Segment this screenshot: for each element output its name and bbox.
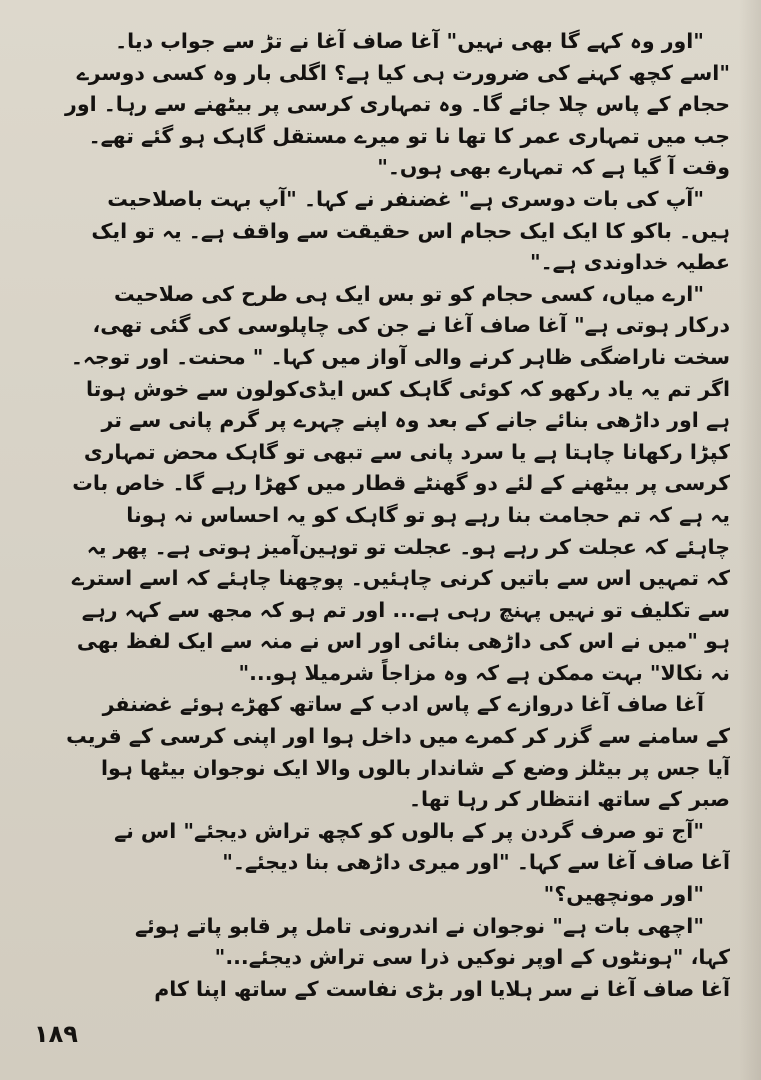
- text-line: "آپ کی بات دوسری ہے" غضنفر نے کہا۔ "آپ بہت باصلاحیت: [107, 186, 704, 211]
- page-number: ۱۸۹: [34, 1020, 78, 1048]
- text-line: عطیہ خداوندی ہے۔": [529, 250, 730, 275]
- text-line: ہے اور داڑھی بنائے جانے کے بعد وہ اپنے چہرے پر گرم پانی سے تر: [101, 408, 730, 433]
- text-line: "اور مونچھیں؟": [543, 882, 704, 907]
- text-line: کپڑا رکھانا چاہتا ہے یا سرد پانی سے تبھی تو گاہک محض تمہاری: [83, 439, 730, 464]
- text-line: "اور وہ کہے گا بھی نہیں" آغا صاف آغا نے تڑ سے جواب دیا۔: [115, 29, 704, 53]
- text-line: سخت ناراضگی ظاہر کرنے والی آواز میں کہا۔ " محنت۔ اور توجہ۔: [70, 344, 730, 369]
- text-line: ہو "میں نے اس کی داڑھی بنائی اور اس نے منہ سے ایک لفظ بھی: [76, 629, 730, 654]
- page-text: [40, 26, 730, 1006]
- text-line: درکار ہوتی ہے" آغا صاف آغا نے جن کی چاپلوسی کی گئی تھی،: [92, 313, 730, 338]
- page-edge-shadow: [739, 0, 761, 1080]
- text-line: کہا، "ہونٹوں کے اوپر نوکیں ذرا سی تراش دیجئے...": [214, 945, 730, 970]
- text-line: "اسے کچھ کہنے کی ضرورت ہی کیا ہے؟ اگلی بار وہ کسی دوسرے: [76, 60, 730, 85]
- text-line: کے سامنے سے گزر کر کمرے میں داخل ہوا اور اپنی کرسی کے قریب: [66, 724, 730, 749]
- text-line: وقت آ گیا ہے کہ تمہارے بھی ہوں۔": [377, 155, 730, 180]
- text-line: آیا جس پر بیٹلز وضع کے شاندار بالوں والا ایک نوجوان بیٹھا ہوا: [101, 755, 730, 780]
- text-line: "آج تو صرف گردن پر کے بالوں کو کچھ تراش دیجئے" اس نے: [114, 818, 704, 843]
- text-line: آغا صاف آغا دروازے کے پاس ادب کے ساتھ کھڑے ہوئے غضنفر: [102, 692, 704, 717]
- text-line: "اچھی بات ہے" نوجوان نے اندرونی تامل پر قابو پاتے ہوئے: [135, 913, 704, 938]
- text-line: کرسی پر بیٹھنے کے لئے دو گھنٹے قطار میں کھڑا رہے گا۔ خاص بات: [72, 471, 730, 496]
- text-line: صبر کے ساتھ انتظار کر رہا تھا۔: [409, 787, 730, 812]
- text-line: آغا صاف آغا نے سر ہلایا اور بڑی نفاست کے ساتھ اپنا کام: [154, 976, 730, 1001]
- text-line: کہ تمہیں اس سے باتیں کرنی چاہئیں۔ پوچھنا چاہئے کہ اسے استرے: [71, 566, 730, 591]
- text-line: نہ نکالا" بہت ممکن ہے کہ وہ مزاجاً شرمیلا ہو...": [238, 660, 730, 685]
- text-line: حجام کے پاس چلا جائے گا۔ وہ تمہاری کرسی پر بیٹھنے سے رہا۔ اور: [65, 92, 730, 117]
- text-line: یہ ہے کہ تم حجامت بنا رہے ہو تو گاہک کو یہ احساس نہ ہونا: [126, 502, 730, 527]
- text-line: اگر تم یہ یاد رکھو کہ کوئی گاہک کس ایڈی‌کولون سے خوش ہوتا: [85, 376, 730, 401]
- text-line: "ارے میاں، کسی حجام کو تو بس ایک ہی طرح کی صلاحیت: [113, 281, 704, 306]
- text-line: چاہئے کہ عجلت کر رہے ہو۔ عجلت تو توہین‌آمیز ہوتی ہے۔ پھر یہ: [86, 534, 730, 559]
- text-line: ہیں۔ باکو کا ایک ایک حجام اس حقیقت سے واقف ہے۔ یہ تو ایک: [91, 218, 730, 243]
- text-line: جب میں تمہاری عمر کا تھا نا تو میرے مستقل گاہک ہو گئے تھے۔: [88, 123, 730, 148]
- text-line: آغا صاف آغا سے کہا۔ "اور میری داڑھی بنا دیجئے۔": [222, 850, 730, 875]
- text-line: سے تکلیف تو نہیں پہنچ رہی ہے... اور تم ہو کہ مجھ سے کہہ رہے: [81, 597, 730, 622]
